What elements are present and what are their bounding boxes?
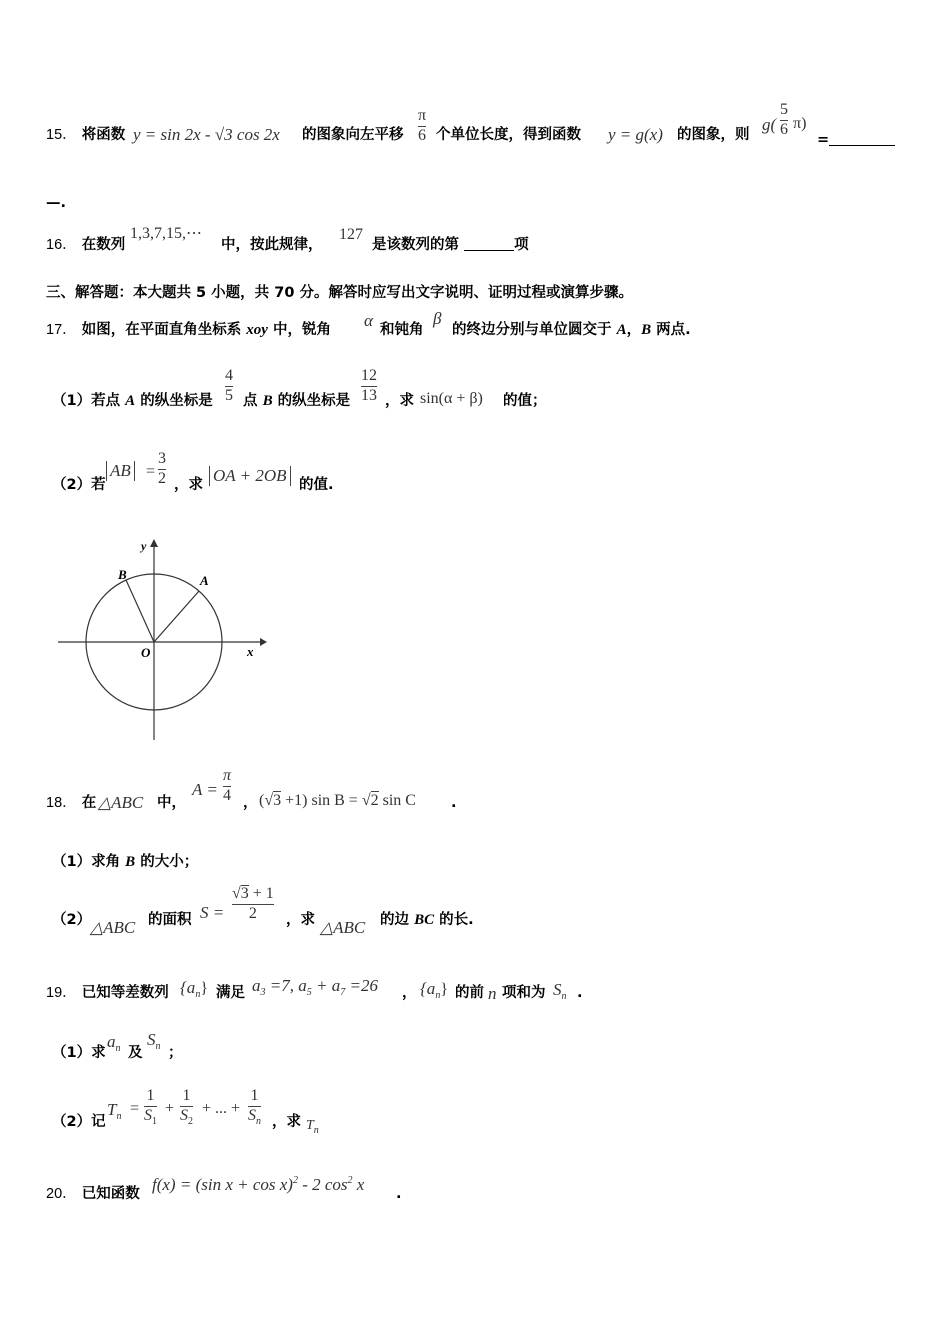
q17-p1-text-4: ，求 bbox=[385, 393, 414, 409]
q19-text-2: 满足 bbox=[216, 985, 245, 1001]
q19-p2-t-sub: n bbox=[116, 1111, 122, 1122]
q18-p1 bbox=[52, 855, 198, 870]
label-x: x bbox=[247, 644, 254, 659]
q19-text-5: 项和为 bbox=[502, 985, 546, 1001]
q18-p2-fraction bbox=[232, 885, 274, 923]
q15-line bbox=[46, 128, 125, 143]
q17-p1-mid bbox=[243, 394, 350, 409]
q17-p1-expr: sin(α + β) bbox=[420, 390, 483, 407]
q18-p2-triangle: △ABC bbox=[90, 918, 136, 937]
q17-p1-a: A bbox=[125, 393, 136, 409]
q16-line-start bbox=[46, 238, 125, 253]
q18-text-1: 在 bbox=[81, 795, 97, 811]
q15-g-fraction bbox=[780, 102, 788, 139]
q16-text-3 bbox=[372, 238, 529, 253]
q20-number: 20． bbox=[46, 1186, 77, 1202]
label-o: O bbox=[141, 645, 151, 660]
answer-blank[interactable] bbox=[829, 145, 895, 146]
q15-g-pre: g( bbox=[762, 115, 777, 134]
q17-p1-text-3: 的纵坐标是 bbox=[277, 393, 351, 409]
q17-p1-label: （1）若点 bbox=[52, 393, 121, 409]
q19-p2-t2-letter: T bbox=[306, 1118, 314, 1133]
q18-p2-text-2: ，求 bbox=[286, 912, 315, 928]
q18-f-den: 4 bbox=[223, 786, 231, 804]
q17-p2-text-1: ，求 bbox=[174, 477, 203, 493]
q20-expr-3: x bbox=[352, 1175, 365, 1194]
q19-p1-a: a bbox=[107, 1032, 116, 1051]
q17-p1-fraction-1 bbox=[225, 368, 233, 405]
q18-text-4: . bbox=[451, 795, 457, 811]
q19-p1-s: S bbox=[147, 1030, 156, 1049]
q19-p2-label: （2）记 bbox=[52, 1114, 106, 1130]
q19-p2-dots: + ... + bbox=[202, 1100, 241, 1117]
q19-an-2 bbox=[420, 979, 448, 1001]
q19-an-sub: n bbox=[195, 989, 201, 1000]
q19-text-4: 的前 bbox=[455, 985, 484, 1001]
q18-p2-bc: BC bbox=[414, 912, 435, 928]
q18-p2-label: （2） bbox=[52, 912, 92, 928]
q16-text-4: 项 bbox=[514, 237, 529, 253]
q18-p2-text-3: 的边 bbox=[380, 912, 409, 928]
q18-f-num: π bbox=[223, 767, 232, 784]
q19-an-close: } bbox=[200, 980, 208, 997]
q19-p2-sn-sub: n bbox=[256, 1115, 261, 1127]
q20-expr-1: f(x) = (sin x + cos x) bbox=[152, 1175, 293, 1194]
q17-p2-ab bbox=[106, 461, 135, 481]
q19-an-open: {a bbox=[180, 978, 196, 997]
q19-number: 19． bbox=[46, 985, 77, 1001]
q18-p2-s: S = bbox=[200, 903, 225, 922]
q19-p2-sn: S bbox=[248, 1106, 256, 1124]
q20-expr bbox=[152, 1175, 364, 1195]
label-a: A bbox=[200, 573, 209, 588]
q19-p2-s2-sub: 2 bbox=[188, 1115, 193, 1127]
q18-p2-triangle-2: △ABC bbox=[320, 918, 366, 937]
q19-a: a bbox=[252, 976, 261, 995]
q18-p1-tail: 的大小； bbox=[140, 854, 199, 870]
q17-line-1-end bbox=[452, 323, 691, 338]
q15-eq-sign: = bbox=[817, 132, 830, 148]
ray-ob bbox=[126, 580, 154, 642]
q15-eq bbox=[817, 133, 895, 148]
q17-p2-f-num: 3 bbox=[158, 450, 166, 467]
q19-p1-label: （1）求 bbox=[52, 1045, 106, 1061]
q17-comma: ， bbox=[626, 322, 642, 338]
q20-start bbox=[46, 1187, 140, 1202]
q18-p2-f-den: 2 bbox=[248, 904, 257, 922]
q17-p1-f1-num: 4 bbox=[225, 367, 233, 384]
unit-circle-figure bbox=[55, 535, 270, 745]
q17-text-2: 中，锐角 bbox=[273, 322, 331, 338]
q18-a-eq: A = bbox=[192, 780, 218, 799]
q19-p1-sn bbox=[147, 1030, 161, 1052]
q17-p1-text-1: 的纵坐标是 bbox=[140, 393, 213, 409]
q18-triangle: △ABC bbox=[98, 793, 144, 812]
q19-p2-t2-sub: n bbox=[313, 1125, 319, 1136]
q18-fraction bbox=[223, 768, 231, 805]
q17-text-5: 两点. bbox=[656, 322, 691, 338]
q17-p1-f1-den: 5 bbox=[225, 386, 233, 404]
q19-p2-eq: = bbox=[130, 1100, 140, 1117]
q16-value: 127 bbox=[339, 226, 363, 243]
q17-line-1 bbox=[46, 323, 331, 338]
y-axis-arrow bbox=[150, 539, 158, 547]
q15-g-post: π) bbox=[793, 115, 807, 132]
q17-p2-label: （2）若 bbox=[52, 477, 106, 493]
q17-point-a: A bbox=[616, 322, 627, 338]
q18-paren: ( bbox=[259, 792, 265, 809]
q18-expr-mid: +1) sin B = bbox=[281, 792, 358, 809]
q19-p2-frac-n bbox=[248, 1088, 261, 1127]
q19-an2-sub: n bbox=[435, 990, 441, 1001]
ray-oa bbox=[154, 591, 199, 642]
q19-text-3: ， bbox=[402, 985, 417, 1001]
q15-text-1: 将函数 bbox=[81, 127, 126, 143]
q19-p2-f2-den bbox=[180, 1108, 193, 1128]
q19-p2-s1-sub: 1 bbox=[152, 1115, 157, 1127]
q19-text-6: . bbox=[577, 985, 583, 1001]
q19-p2-t-letter: T bbox=[107, 1100, 117, 1119]
q16-text-3a: 是该数列的第 bbox=[372, 237, 459, 253]
q19-p2-text: ，求 bbox=[272, 1114, 301, 1130]
q19-condition: $a_3 =7$, $a_5 + a_7 =26$ bbox=[252, 976, 378, 998]
q15-text-3: 个单位长度，得到函数 bbox=[436, 127, 581, 143]
q15-number: 15． bbox=[46, 127, 77, 143]
q17-p1-b: B bbox=[262, 393, 273, 409]
q17-p1-f2-num: 12 bbox=[361, 367, 377, 384]
q19-p2-fn-den bbox=[248, 1108, 261, 1128]
q19-p1-a-sub: n bbox=[115, 1043, 121, 1054]
q20-exp-1: 2 bbox=[292, 1175, 298, 1186]
q18-p2-f-num: √3 + 1 bbox=[232, 885, 274, 902]
q19-p2-f2-num: 1 bbox=[182, 1087, 191, 1104]
q17-p1-text-2: 点 bbox=[243, 393, 258, 409]
q19-p1-and: 及 bbox=[128, 1045, 143, 1061]
q19-p2-plus: + bbox=[165, 1100, 175, 1117]
q19-an2-close: } bbox=[440, 981, 448, 998]
q15-shift-fraction bbox=[418, 108, 426, 145]
q18-start bbox=[46, 796, 96, 811]
q19-p2-frac-1 bbox=[144, 1088, 157, 1127]
q19-p1-an bbox=[107, 1032, 121, 1054]
q15-expr-2: y = g(x) bbox=[608, 125, 663, 144]
q18-p1-b: B bbox=[125, 854, 136, 870]
label-y: y bbox=[141, 539, 147, 553]
q19-p2-t2 bbox=[306, 1114, 319, 1136]
q17-text-4: 的终边分别与单位圆交于 bbox=[452, 322, 612, 338]
q16-sequence: 1,3,7,15,⋯ bbox=[130, 225, 202, 242]
q18-expr-post: sin C bbox=[378, 792, 416, 809]
q19-p2-fn-num: 1 bbox=[250, 1087, 259, 1104]
q18-number: 18． bbox=[46, 795, 77, 811]
q15-g-num: 5 bbox=[780, 101, 788, 118]
x-axis-arrow bbox=[260, 638, 267, 646]
label-b: B bbox=[118, 567, 127, 582]
q17-p2-expr-abs: OA + 2OB bbox=[209, 466, 291, 486]
q17-number: 17． bbox=[46, 322, 77, 338]
q20-text-1: 已知函数 bbox=[81, 1186, 140, 1202]
q17-p1-fraction-2 bbox=[361, 368, 377, 405]
q19-s-sub: n bbox=[561, 991, 567, 1002]
q19-sn bbox=[553, 980, 567, 1002]
q18-p2-text-4: 的长. bbox=[439, 912, 474, 928]
section-3-heading: 三、解答题：本大题共 5 小题，共 70 分。解答时应写出文字说明、证明过程或演算步骤。 bbox=[46, 285, 633, 301]
q17-beta: β bbox=[433, 309, 442, 328]
q20-expr-2: - 2 cos bbox=[297, 1175, 348, 1194]
q18-sqrt3: 3 bbox=[273, 792, 282, 809]
q18-text-2: 中， bbox=[157, 795, 186, 811]
q15-g-den: 6 bbox=[780, 120, 788, 138]
q17-p2-text-2: 的值. bbox=[299, 477, 334, 493]
q17-text-3: 和钝角 bbox=[380, 322, 424, 338]
q17-p2-fraction bbox=[158, 451, 166, 488]
q19-p2-s1: S bbox=[144, 1106, 152, 1124]
q19-an2-open: {a bbox=[420, 979, 436, 998]
q18-p2-tail bbox=[380, 913, 474, 928]
q19-p2-s2: S bbox=[180, 1106, 188, 1124]
q15-tail: —. bbox=[46, 195, 67, 211]
q18-p1-text: （1）求角 bbox=[52, 854, 121, 870]
q19-p2-frac-2 bbox=[180, 1088, 193, 1127]
q15-shift-den: 6 bbox=[418, 126, 427, 144]
q18-expr: (√3 +1) sin B = √2 sin C bbox=[259, 792, 416, 809]
q19-an bbox=[180, 978, 208, 1000]
q17-text-1: 如图，在平面直角坐标系 bbox=[81, 322, 242, 338]
answer-blank[interactable] bbox=[464, 250, 514, 251]
q19-p2-f1-den bbox=[144, 1108, 157, 1128]
q18-sqrt2: 2 bbox=[370, 792, 379, 809]
q19-start bbox=[46, 986, 169, 1001]
q17-point-b: B bbox=[641, 322, 652, 338]
q18-text-3: ， bbox=[243, 795, 258, 811]
q17-p2-f-den: 2 bbox=[158, 469, 166, 487]
q17-alpha: α bbox=[364, 311, 373, 330]
q20-text-2: . bbox=[396, 1186, 402, 1202]
q17-p2-expr bbox=[209, 466, 291, 486]
q19-p2-t bbox=[107, 1100, 121, 1122]
q17-p2-ab-abs: AB bbox=[106, 461, 135, 481]
q19-p1-end: ； bbox=[168, 1045, 183, 1061]
q19-text-1: 已知等差数列 bbox=[81, 985, 169, 1001]
q17-p1-text-5: 的值； bbox=[503, 393, 547, 409]
q19-p1-s-sub: n bbox=[155, 1041, 161, 1052]
q17-p1-start bbox=[52, 394, 213, 409]
q15-expr-1: y = sin 2x - √3 cos 2x bbox=[133, 125, 280, 144]
q15-text-4: 的图象，则 bbox=[677, 127, 750, 143]
q17-xoy: xoy bbox=[246, 322, 268, 338]
q19-p2-f1-num: 1 bbox=[146, 1087, 155, 1104]
q20-exp-2: 2 bbox=[347, 1175, 353, 1186]
q19-s: S bbox=[553, 980, 562, 999]
q19-n: n bbox=[488, 984, 497, 1003]
q16-text-1: 在数列 bbox=[81, 237, 126, 253]
q17-p2-eq: = bbox=[146, 463, 156, 480]
q15-shift-num: π bbox=[418, 107, 427, 124]
q16-number: 16． bbox=[46, 237, 77, 253]
q18-p2-f-sqrt: 3 bbox=[240, 885, 249, 902]
q18-p2-f-rest: + 1 bbox=[248, 885, 274, 902]
q16-text-2: 中，按此规律， bbox=[221, 237, 323, 253]
q18-p2-text-1: 的面积 bbox=[148, 912, 192, 928]
q17-p1-f2-den: 13 bbox=[361, 386, 377, 404]
q15-text-2: 的图象向左平移 bbox=[302, 127, 404, 143]
